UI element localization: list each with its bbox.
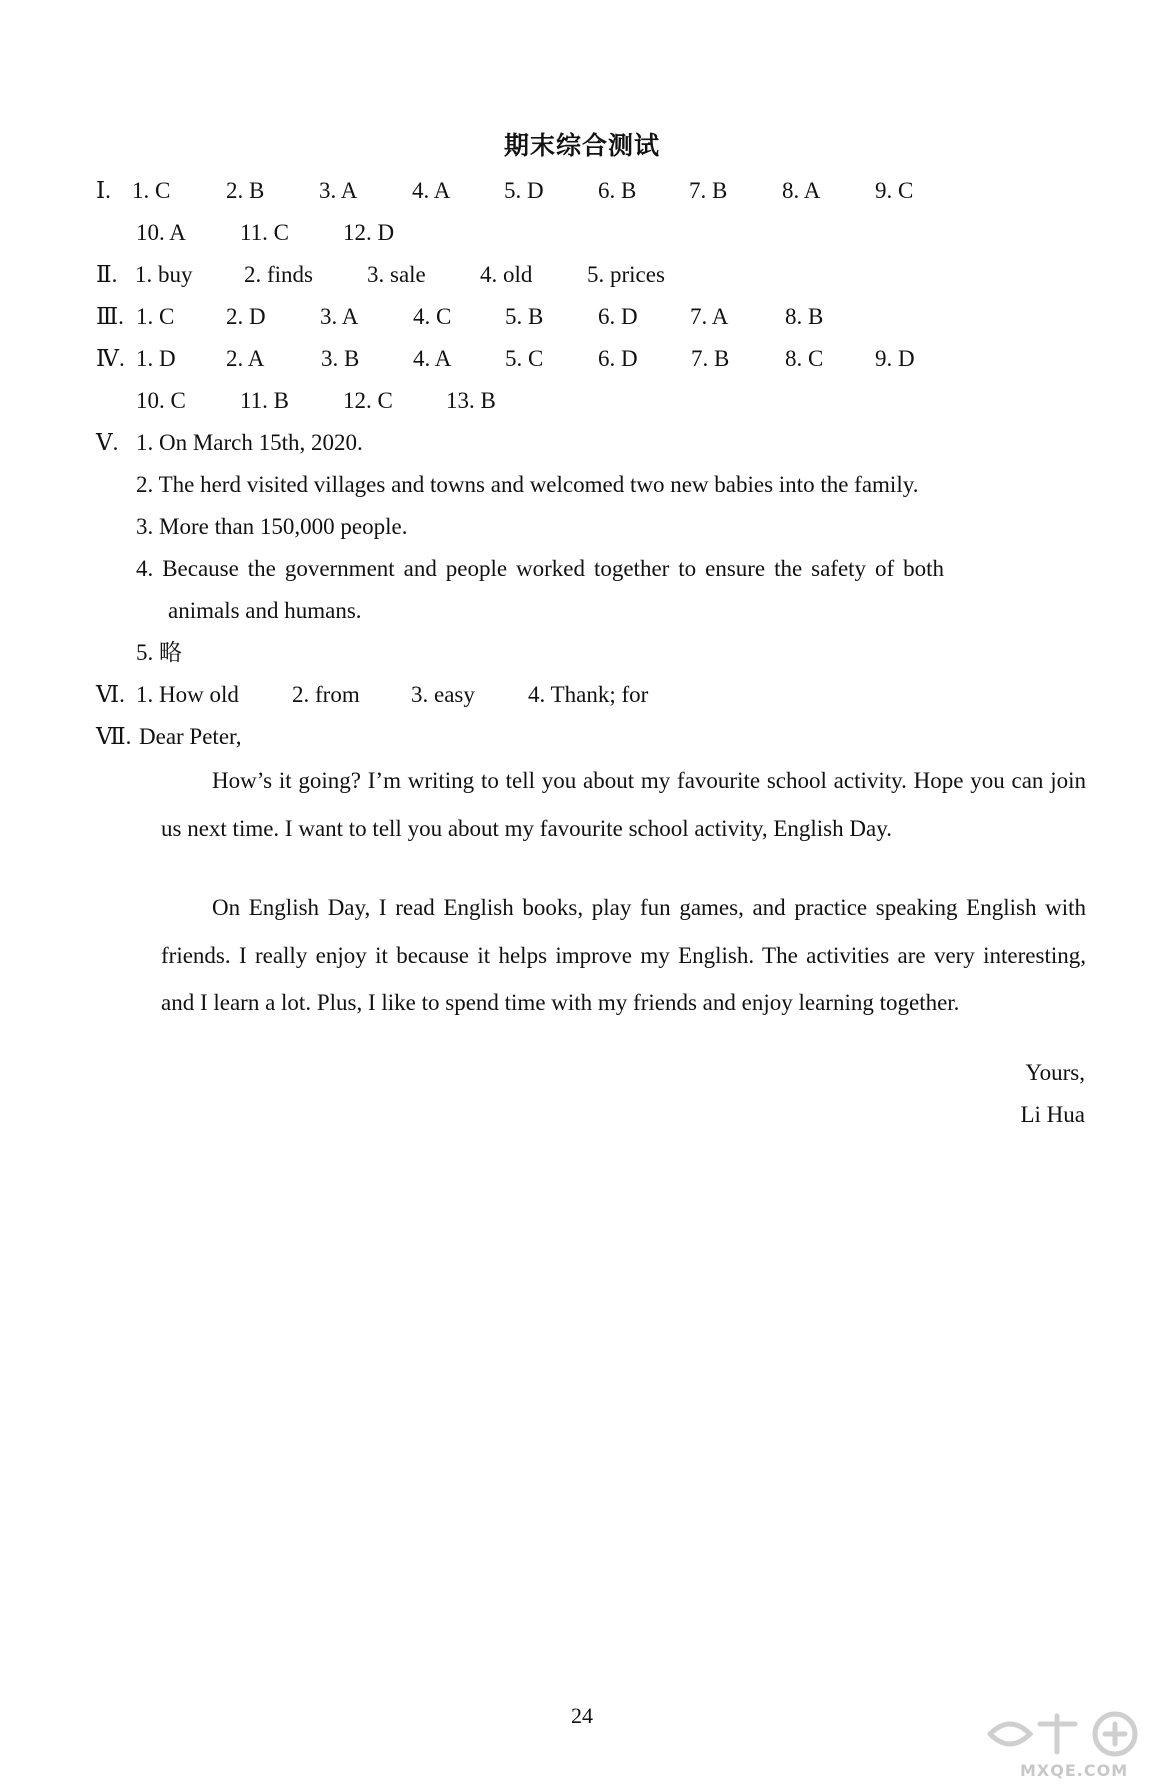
answer-item: 1. How old <box>136 682 239 707</box>
answer-item: 1. D <box>136 346 176 371</box>
section-2-numeral: Ⅱ. <box>96 262 118 287</box>
answer-item: 4. A <box>413 346 452 371</box>
section-5-answer-5: 5. 略 <box>136 640 182 665</box>
answer-item: 11. B <box>240 388 289 413</box>
answer-item: 7. B <box>689 178 728 203</box>
answer-item: 12. D <box>343 220 395 245</box>
section-4-numeral: Ⅳ. <box>96 346 125 371</box>
answer-item: 5. D <box>504 178 544 203</box>
answer-item: 6. D <box>598 304 638 329</box>
answer-item: 2. D <box>226 304 266 329</box>
section-1-row-2 <box>0 218 1164 248</box>
watermark-logo <box>980 1704 1150 1784</box>
answer-item: 8. C <box>785 346 824 371</box>
section-4-row-1 <box>0 344 1164 374</box>
answer-item: 4. C <box>413 304 452 329</box>
answer-item: 1. buy <box>135 262 193 287</box>
answer-item: 7. B <box>691 346 730 371</box>
section-7-numeral: Ⅶ. <box>96 724 132 749</box>
section-7-greeting-line <box>0 722 1164 752</box>
section-6-numeral: Ⅵ. <box>96 682 125 707</box>
letter-paragraph-1: How’s it going? I’m writing to tell you about my favourite school activity. Hope you can join us next time. I want to tell you about my favourite school activity, English Day. <box>161 768 1086 841</box>
section-5-numeral: Ⅴ. <box>96 430 119 455</box>
section-5-answer-4-line-1: 4. Because the government and people worked together to ensure the safety of both <box>136 556 944 581</box>
answer-item: 2. A <box>226 346 265 371</box>
answer-item: 10. C <box>136 388 186 413</box>
section-1-numeral: Ⅰ. <box>96 178 111 203</box>
answer-item: 13. B <box>446 388 496 413</box>
answer-item: 6. D <box>598 346 638 371</box>
section-3-numeral: Ⅲ. <box>96 304 124 329</box>
answer-item: 12. C <box>343 388 393 413</box>
answer-text: 1. On March 15th, 2020. <box>136 430 363 455</box>
section-2-row-1 <box>0 260 1164 290</box>
answer-item: 3. easy <box>411 682 475 707</box>
letter-signature: Li Hua <box>1020 1102 1085 1127</box>
answer-item: 1. C <box>132 178 171 203</box>
answer-item: 3. sale <box>367 262 426 287</box>
answer-item: 3. A <box>319 178 358 203</box>
answer-item: 4. Thank; for <box>528 682 649 707</box>
answer-item: 2. B <box>226 178 265 203</box>
answer-item: 9. D <box>875 346 915 371</box>
answer-item: 6. B <box>598 178 637 203</box>
answer-item: 8. A <box>782 178 821 203</box>
answer-item: 4. old <box>480 262 533 287</box>
section-3-row-1 <box>0 302 1164 332</box>
watermark-text: MXQE.COM <box>1020 1761 1129 1780</box>
answer-item: 4. A <box>412 178 451 203</box>
section-5-answer-4-line-2: animals and humans. <box>168 598 362 623</box>
answer-item: 3. B <box>321 346 360 371</box>
answer-item: 10. A <box>136 220 186 245</box>
answer-item: 5. prices <box>587 262 665 287</box>
answer-item: 11. C <box>240 220 289 245</box>
answer-item: 3. A <box>320 304 359 329</box>
section-6-row-1 <box>0 680 1164 710</box>
answer-item: 1. C <box>136 304 175 329</box>
answer-item: 2. finds <box>244 262 313 287</box>
letter-paragraph-2: On English Day, I read English books, play fun games, and practice speaking English with friends. I really enjoy it because it helps improve my English. The activities are very interesting, and I learn a lot. Plus, I like to spend time with my friends and enjoy learning together. <box>161 895 1086 1015</box>
answer-item: 2. from <box>292 682 360 707</box>
answer-item: 7. A <box>690 304 729 329</box>
section-1-row-1 <box>0 176 1164 206</box>
section-4-row-2 <box>0 386 1164 416</box>
page-title: 期末综合测试 <box>503 131 660 160</box>
letter-greeting: Dear Peter, <box>139 724 242 749</box>
letter-closing: Yours, <box>1025 1060 1085 1085</box>
answer-item: 5. B <box>505 304 544 329</box>
section-5-answer-2: 2. The herd visited villages and towns and welcomed two new babies into the family. <box>136 472 919 497</box>
answer-item: 8. B <box>785 304 824 329</box>
section-5-answer-3: 3. More than 150,000 people. <box>136 514 408 539</box>
answer-item: 5. C <box>505 346 544 371</box>
answer-item: 9. C <box>875 178 914 203</box>
page-number: 24 <box>571 1703 593 1728</box>
section-5-answer-1 <box>0 428 1164 458</box>
